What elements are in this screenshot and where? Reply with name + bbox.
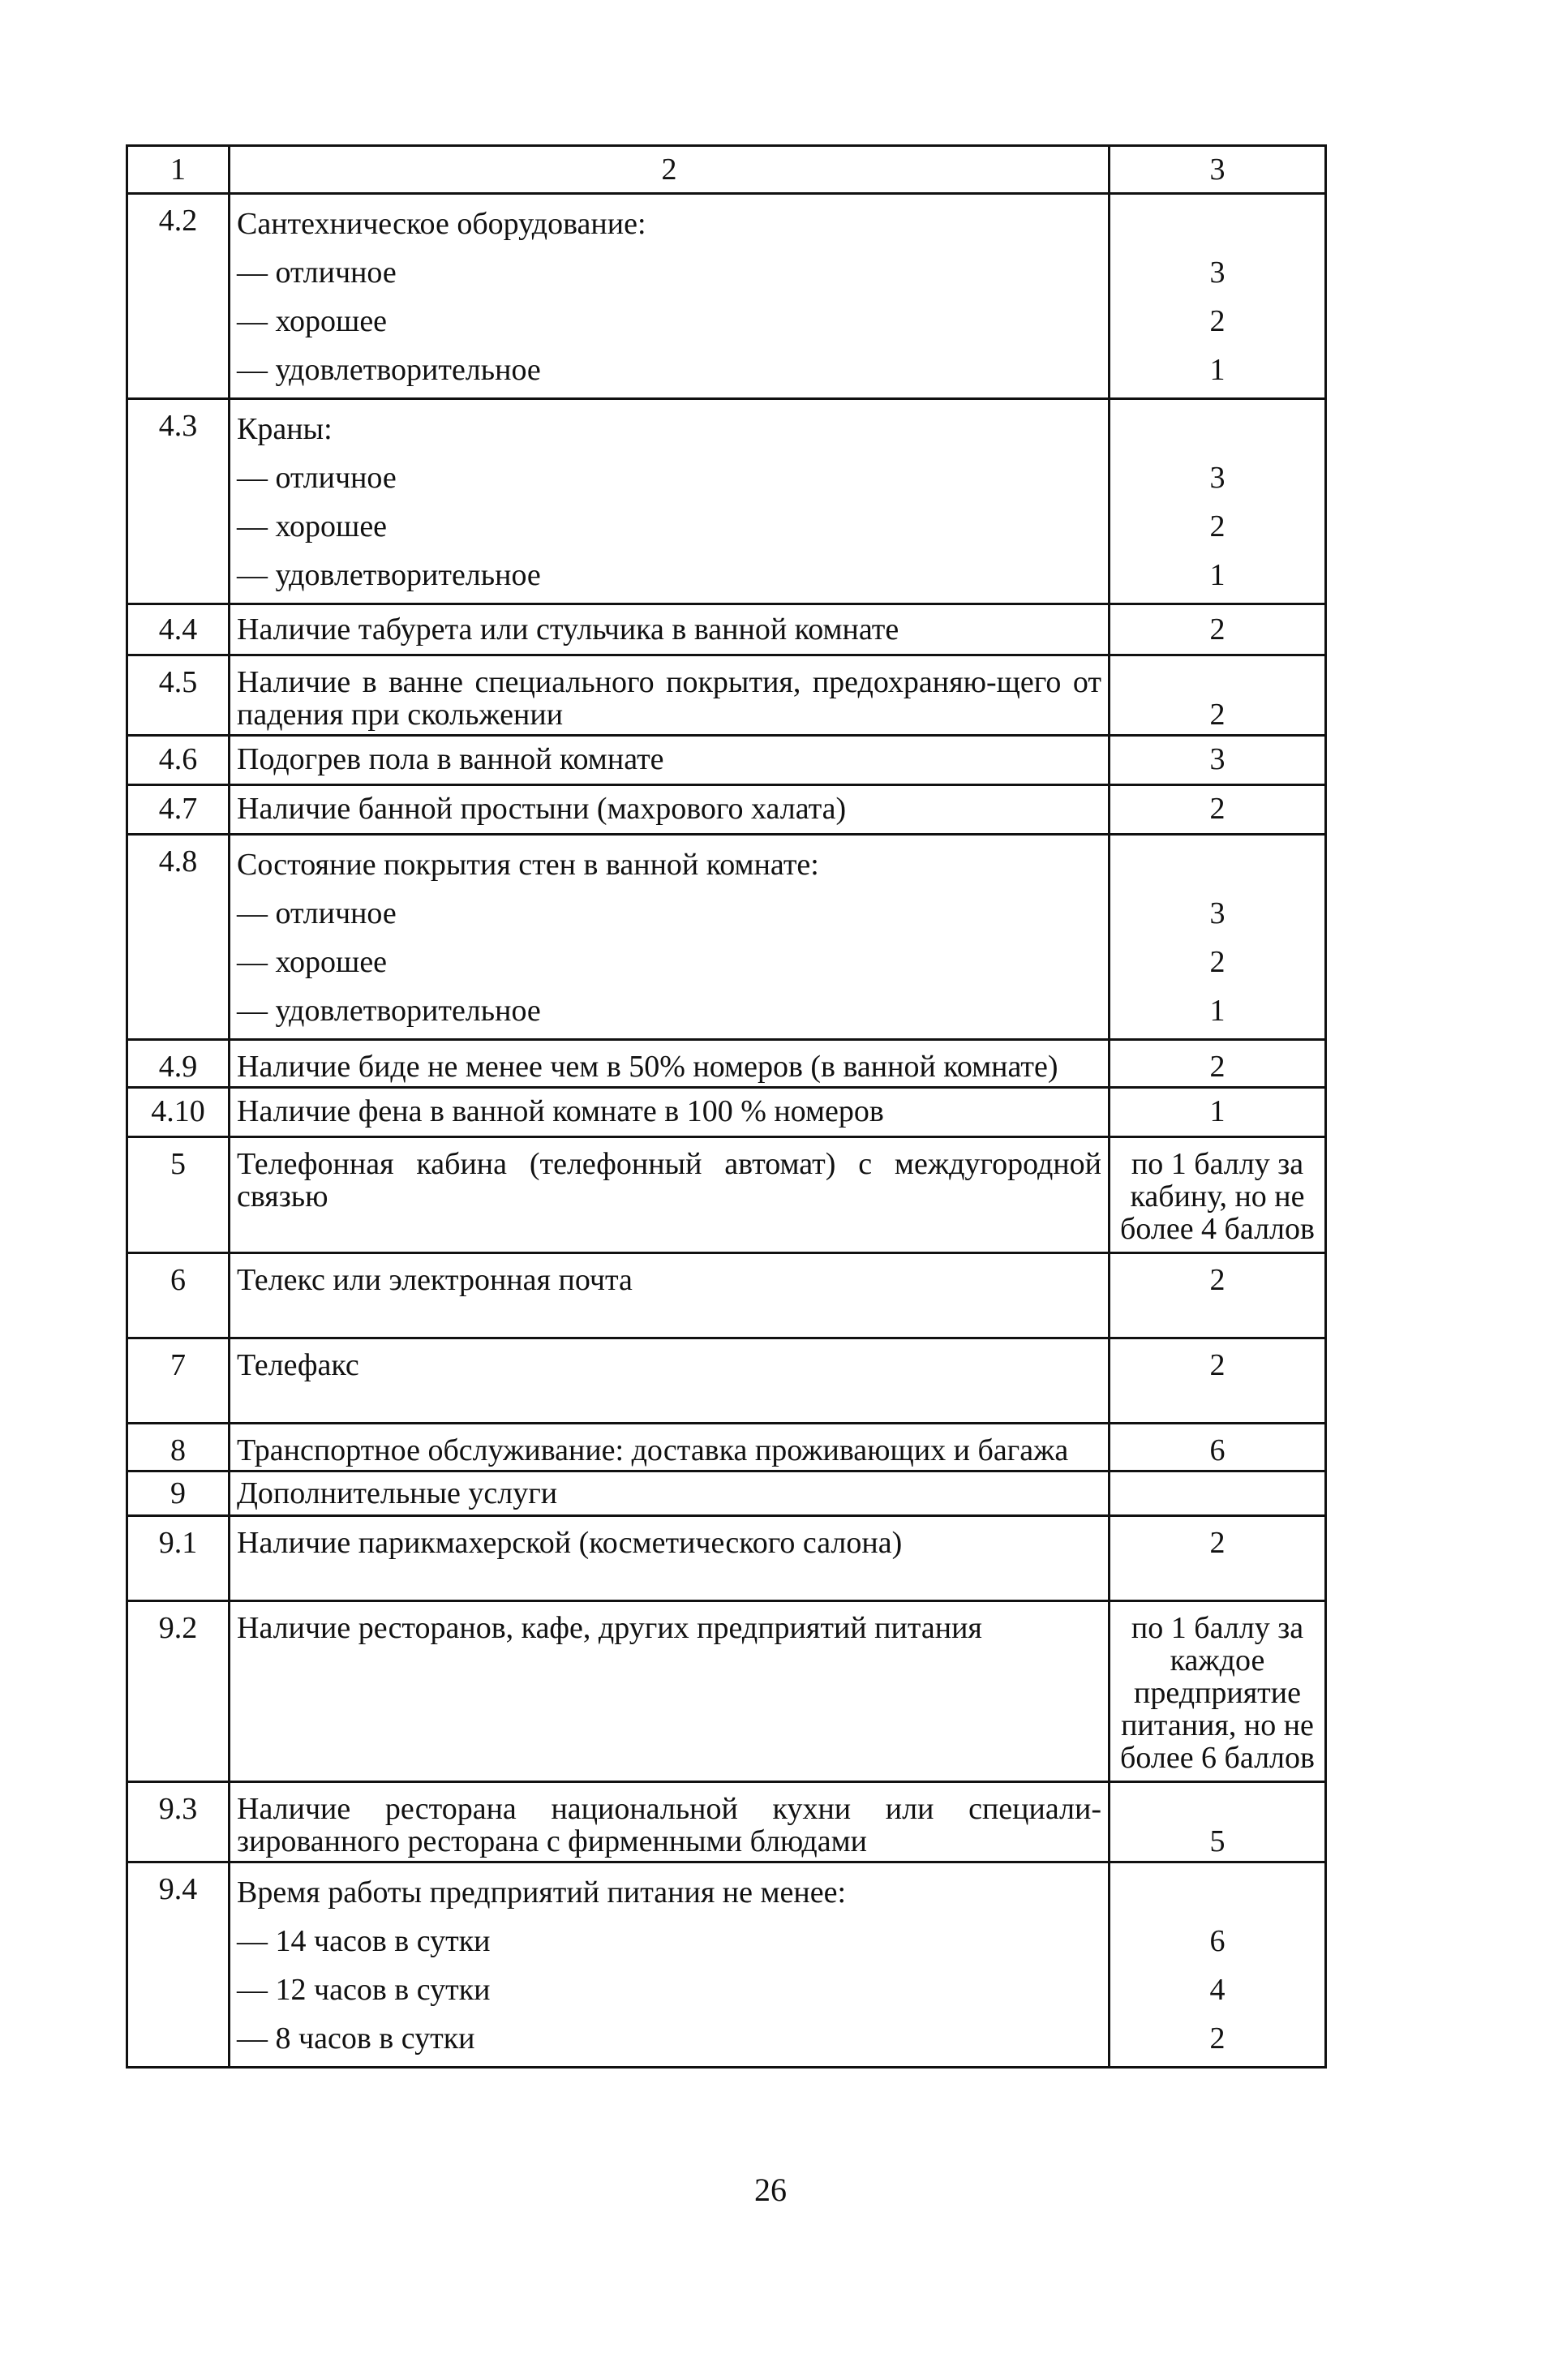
row-text: Наличие парикмахерской (косметического салона) xyxy=(230,1516,1110,1601)
row-number: 4.6 xyxy=(127,736,230,785)
row-number: 9.1 xyxy=(127,1516,230,1601)
points-note: по 1 баллу за кабину, но не более 4 баллов xyxy=(1120,1147,1315,1246)
header-col-1: 1 xyxy=(127,146,230,194)
table-row xyxy=(127,604,1326,655)
option-text: — отличное xyxy=(237,461,397,495)
row-title: Время работы предприятий питания не менее: xyxy=(237,1875,847,1910)
option-points: 2 xyxy=(1209,304,1226,338)
option-text: — удовлетворительное xyxy=(237,353,541,387)
row-number: 9.3 xyxy=(127,1782,230,1862)
table-row xyxy=(127,1601,1326,1782)
row-points: 5 xyxy=(1110,1782,1326,1862)
option-text: — удовлетворительное xyxy=(237,558,541,592)
row-number: 6 xyxy=(127,1253,230,1338)
table-row xyxy=(127,1137,1326,1253)
row-text xyxy=(230,194,1110,399)
table-row xyxy=(127,399,1326,604)
option-text: — 12 часов в сутки xyxy=(237,1973,491,2007)
option-points: 1 xyxy=(1209,353,1226,387)
row-points: 2 xyxy=(1110,785,1326,835)
row-number: 4.2 xyxy=(127,194,230,399)
table-row xyxy=(127,785,1326,835)
row-number: 9.4 xyxy=(127,1862,230,2068)
row-text: Телефакс xyxy=(230,1338,1110,1424)
header-col-2: 2 xyxy=(230,146,1110,194)
row-points xyxy=(1110,835,1326,1040)
row-number: 4.9 xyxy=(127,1040,230,1088)
points-note: по 1 баллу за каждое предприятие питания, но не более 6 баллов xyxy=(1120,1611,1315,1775)
row-points xyxy=(1110,1137,1326,1253)
option-points: 2 xyxy=(1209,2021,1226,2056)
page-number: 26 xyxy=(754,2172,787,2208)
table-row xyxy=(127,736,1326,785)
option-points: 1 xyxy=(1209,558,1226,592)
row-points: 2 xyxy=(1110,1338,1326,1424)
option-points: 3 xyxy=(1209,896,1226,930)
table-row xyxy=(127,1253,1326,1338)
row-points xyxy=(1110,1862,1326,2068)
option-points: 1 xyxy=(1209,994,1226,1028)
row-title: Краны: xyxy=(237,412,333,446)
row-points: 2 xyxy=(1110,1516,1326,1601)
table-header-row xyxy=(127,146,1326,194)
option-points: 2 xyxy=(1209,945,1226,979)
row-points xyxy=(1110,399,1326,604)
row-text: Наличие банной простыни (махрового халата) xyxy=(230,785,1110,835)
row-points: 2 xyxy=(1110,1253,1326,1338)
option-text: — удовлетворительное xyxy=(237,994,541,1028)
row-points: 2 xyxy=(1110,655,1326,736)
option-text: — хорошее xyxy=(237,945,388,979)
row-text: Наличие табурета или стульчика в ванной комнате xyxy=(230,604,1110,655)
row-title: Сантехническое оборудование: xyxy=(237,207,646,241)
option-points: 2 xyxy=(1209,509,1226,543)
row-number: 4.4 xyxy=(127,604,230,655)
option-text: — 14 часов в сутки xyxy=(237,1924,491,1958)
option-text: — отличное xyxy=(237,256,397,290)
option-points: 3 xyxy=(1209,256,1226,290)
row-number: 5 xyxy=(127,1137,230,1253)
criteria-table xyxy=(126,144,1327,2069)
row-number: 9.2 xyxy=(127,1601,230,1782)
row-text: Наличие ресторанов, кафе, других предприятий питания xyxy=(230,1601,1110,1782)
option-text: — отличное xyxy=(237,896,397,930)
row-number: 7 xyxy=(127,1338,230,1424)
row-number: 4.8 xyxy=(127,835,230,1040)
row-text: Телекс или электронная почта xyxy=(230,1253,1110,1338)
header-col-3: 3 xyxy=(1110,146,1326,194)
row-text: Наличие фена в ванной комнате в 100 % номеров xyxy=(230,1088,1110,1137)
option-text: — 8 часов в сутки xyxy=(237,2021,475,2056)
row-points xyxy=(1110,194,1326,399)
row-points: 2 xyxy=(1110,1040,1326,1088)
row-points: 3 xyxy=(1110,736,1326,785)
row-points xyxy=(1110,1601,1326,1782)
row-title: Состояние покрытия стен в ванной комнате: xyxy=(237,848,819,882)
row-text xyxy=(230,1862,1110,2068)
row-text: Подогрев пола в ванной комнате xyxy=(230,736,1110,785)
row-text: Телефонная кабина (телефонный автомат) с междугородной связью xyxy=(230,1137,1110,1253)
row-points: 1 xyxy=(1110,1088,1326,1137)
row-number: 4.5 xyxy=(127,655,230,736)
option-text: — хорошее xyxy=(237,509,388,543)
row-text: Наличие биде не менее чем в 50% номеров (в ванной комнате) xyxy=(230,1040,1110,1088)
option-points: 6 xyxy=(1209,1924,1226,1958)
row-text: Дополнительные услуги xyxy=(230,1471,1110,1516)
row-text: Наличие в ванне специального покрытия, предохраняю-щего от падения при скольжении xyxy=(230,655,1110,736)
row-points xyxy=(1110,1471,1326,1516)
option-text: — хорошее xyxy=(237,304,388,338)
table-row xyxy=(127,655,1326,736)
option-points: 4 xyxy=(1209,1973,1226,2007)
table-row xyxy=(127,835,1326,1040)
row-number: 8 xyxy=(127,1424,230,1471)
row-text: Наличие ресторана национальной кухни или специали-зированного ресторана с фирменными блюдами xyxy=(230,1782,1110,1862)
table-row xyxy=(127,1862,1326,2068)
table-row xyxy=(127,194,1326,399)
table-row xyxy=(127,1338,1326,1424)
row-text xyxy=(230,835,1110,1040)
table-row xyxy=(127,1471,1326,1516)
row-points: 6 xyxy=(1110,1424,1326,1471)
row-text xyxy=(230,399,1110,604)
row-number: 4.10 xyxy=(127,1088,230,1137)
table-row xyxy=(127,1782,1326,1862)
row-number: 4.3 xyxy=(127,399,230,604)
table-row xyxy=(127,1516,1326,1601)
row-number: 9 xyxy=(127,1471,230,1516)
row-number: 4.7 xyxy=(127,785,230,835)
table-row xyxy=(127,1040,1326,1088)
row-points: 2 xyxy=(1110,604,1326,655)
table-row xyxy=(127,1424,1326,1471)
option-points: 3 xyxy=(1209,461,1226,495)
table-row xyxy=(127,1088,1326,1137)
row-text: Транспортное обслуживание: доставка проживающих и багажа xyxy=(230,1424,1110,1471)
